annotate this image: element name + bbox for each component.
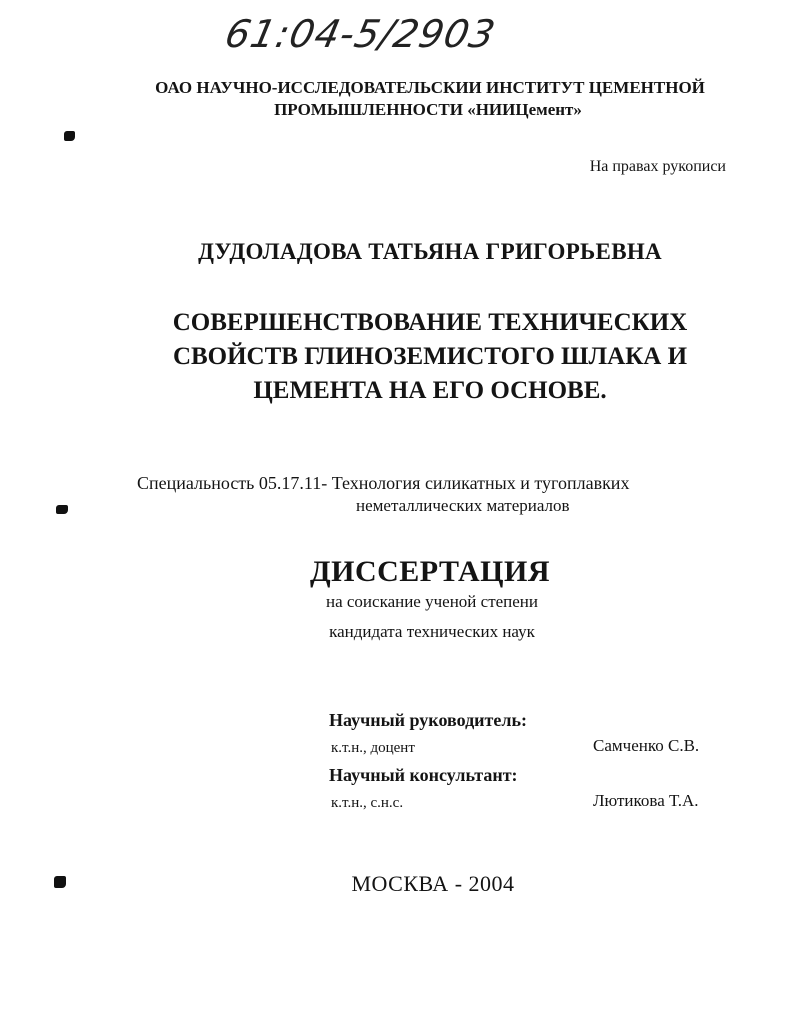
punch-hole-mark-middle [56, 505, 68, 514]
document-type-heading: ДИССЕРТАЦИЯ [309, 555, 551, 588]
institute-name-line-2: ПРОМЫШЛЕННОСТИ «НИИЦемент» [274, 100, 582, 119]
consultant-label: Научный консультант: [329, 765, 518, 785]
handwritten-archive-code: 61:04-5/2903 [221, 12, 500, 56]
thesis-title-line-2: СВОЙСТВ ГЛИНОЗЕМИСТОГО ШЛАКА И [172, 343, 688, 370]
thesis-title-line-1: СОВЕРШЕНСТВОВАНИЕ ТЕХНИЧЕСКИХ [172, 309, 688, 336]
degree-line-1: на соискание ученой степени [325, 592, 539, 611]
consultant-name: Лютикова Т.А. [593, 791, 699, 810]
supervisor-rank: к.т.н., доцент [331, 740, 415, 756]
supervisor-label: Научный руководитель: [329, 710, 527, 730]
institute-name-line-1: ОАО НАУЧНО-ИССЛЕДОВАТЕЛЬСКИИ ИНСТИТУТ ЦЕМЕНТНОЙ [155, 78, 705, 97]
punch-hole-mark-top [64, 131, 75, 141]
degree-line-2: кандидата технических наук [329, 622, 535, 641]
specialty-line-2: неметаллических материалов [356, 496, 570, 515]
manuscript-rights-note: На правах рукописи [589, 158, 726, 175]
city-and-year: МОСКВА - 2004 [351, 871, 515, 896]
supervisor-name: Самченко С.В. [593, 736, 700, 755]
specialty-line-1: Специальность 05.17.11- Технология силикатных и тугоплавких [137, 473, 630, 493]
thesis-title-line-3: ЦЕМЕНТА НА ЕГО ОСНОВЕ. [253, 377, 607, 404]
consultant-rank: к.т.н., с.н.с. [331, 795, 404, 811]
author-name: ДУДОЛАДОВА ТАТЬЯНА ГРИГОРЬЕВНА [198, 239, 662, 264]
